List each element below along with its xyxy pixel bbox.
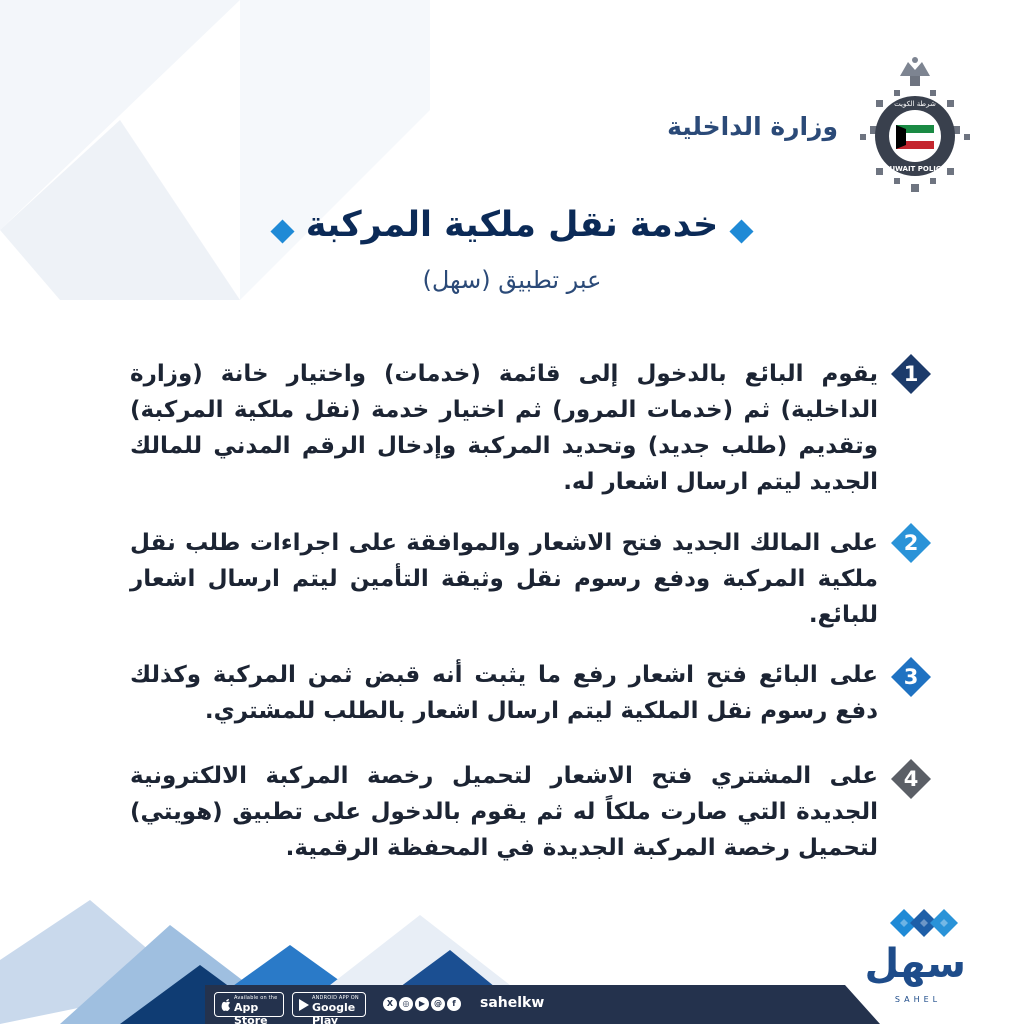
title-area — [240, 205, 784, 261]
emblem-arabic-text: شرطة الكويت — [894, 100, 936, 108]
threads-icon[interactable]: @ — [431, 997, 445, 1011]
step-1-number: 1 — [903, 362, 919, 386]
social-handle[interactable]: sahelkw — [480, 995, 545, 1011]
emblem-english-text: KUWAIT POLICE — [884, 165, 946, 173]
google-play-small-text: ANDROID APP ON — [312, 995, 359, 1001]
x-icon[interactable]: X — [383, 997, 397, 1011]
ministry-name: وزارة الداخلية — [667, 112, 838, 141]
page-title: خدمة نقل ملكية المركبة — [305, 205, 719, 245]
youtube-icon[interactable]: ▶ — [415, 997, 429, 1011]
sahel-logo-english: SAHEL — [894, 995, 942, 1004]
instagram-icon[interactable]: ◎ — [399, 997, 413, 1011]
step-3-number: 3 — [903, 665, 919, 689]
step-1-text: يقوم البائع بالدخول إلى قائمة (خدمات) واختيار خانة (وزارة الداخلية) ثم (خدمات المرور) ثم اختيار خدمة (نقل ملكية المركبة) وتقديم (طلب جديد) وتحديد المركبة وإدخال الرقم المدني للمالك الجديد ليتم ارسال اشعار له. — [130, 361, 878, 495]
google-play-icon — [298, 998, 310, 1012]
step-2-text: على المالك الجديد فتح الاشعار والموافقة على اجراءات طلب نقل ملكية المركبة ودفع رسوم نقل وثيقة التأمين ليتم ارسال اشعار للبائع. — [130, 530, 878, 628]
step-3-text: على البائع فتح اشعار رفع ما يثبت أنه قبض ثمن المركبة وكذلك دفع رسوم نقل الملكية ليتم ارسال اشعار بالطلب للمشتري. — [130, 662, 878, 724]
app-store-button[interactable] — [214, 992, 284, 1027]
sahel-logo-arabic: سهل — [864, 941, 966, 987]
app-store-small-text: Available on the — [234, 995, 278, 1001]
google-play-button[interactable] — [292, 992, 366, 1027]
step-2-number: 2 — [903, 531, 919, 555]
page-subtitle: عبر تطبيق (سهل) — [422, 266, 602, 294]
step-4-number: 4 — [903, 767, 919, 791]
app-store-label: App Store — [234, 1001, 268, 1027]
kuwait-police-emblem-icon — [856, 56, 974, 194]
google-play-label: Google Play — [312, 1001, 356, 1027]
facebook-icon[interactable]: f — [447, 997, 461, 1011]
apple-icon — [220, 998, 232, 1012]
step-4-text: على المشتري فتح الاشعار لتحميل رخصة المركبة الالكترونية الجديدة التي صارت ملكاً له ثم يقوم بالدخول على تطبيق (هويتي) لتحميل رخصة المركبة الجديدة في المحفظة الرقمية. — [130, 763, 878, 861]
